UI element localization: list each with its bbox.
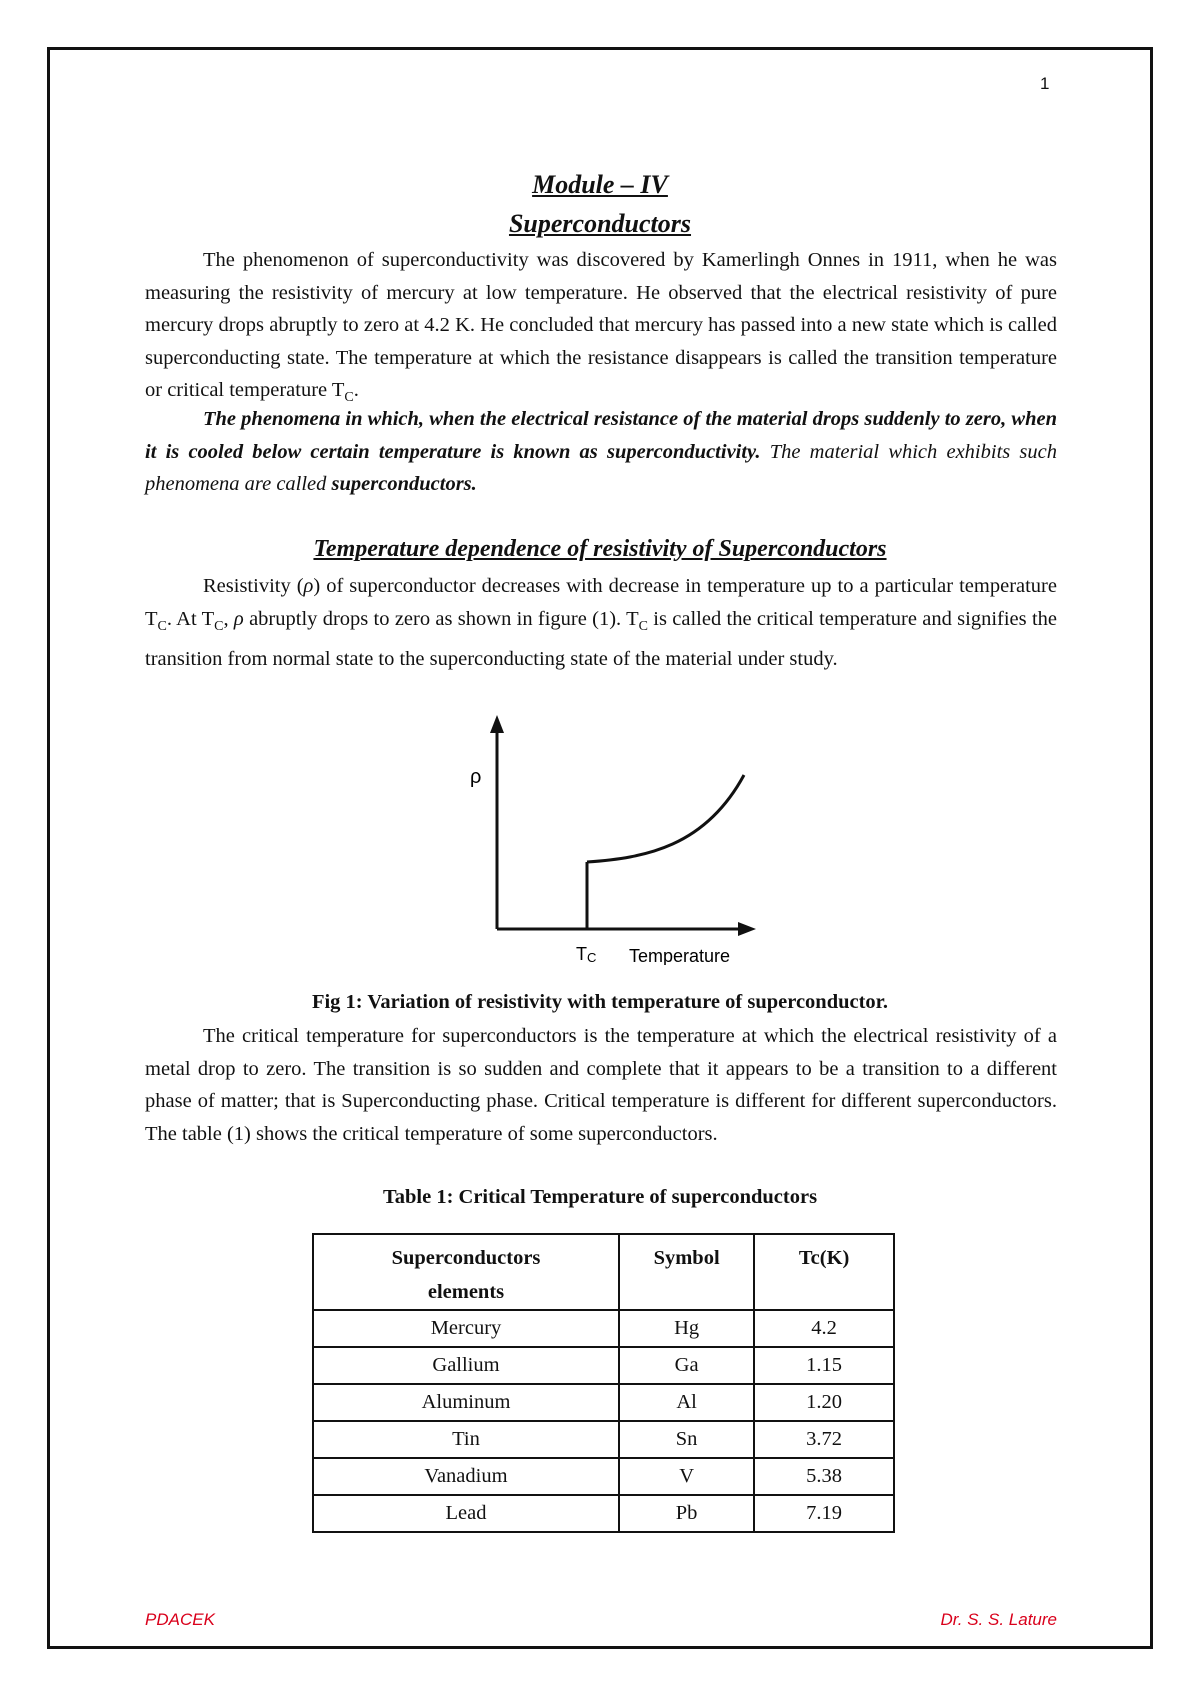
table-row bbox=[313, 1458, 894, 1495]
topic-title: Superconductors bbox=[508, 209, 692, 238]
table-header-row bbox=[313, 1234, 894, 1310]
table-cell: Aluminum bbox=[313, 1384, 619, 1421]
table-cell: Vanadium bbox=[313, 1458, 619, 1495]
table-cell: Tin bbox=[313, 1421, 619, 1458]
table-cell: 1.15 bbox=[754, 1347, 894, 1384]
table-row bbox=[313, 1310, 894, 1347]
table-cell: 4.2 bbox=[754, 1310, 894, 1347]
table-cell: 5.38 bbox=[754, 1458, 894, 1495]
header-symbol: Symbol bbox=[619, 1234, 754, 1310]
header-elements: Superconductors elements bbox=[313, 1234, 619, 1310]
x-axis-arrow bbox=[738, 922, 756, 936]
definition-bold: The phenomena in which, when the electrical resistance of the material drops suddenly to zero, when it is cooled below certain temperature is known as superconductivity. bbox=[145, 408, 1057, 463]
table-cell: Gallium bbox=[313, 1347, 619, 1384]
table-cell: Pb bbox=[619, 1495, 754, 1532]
resistivity-curve bbox=[587, 775, 744, 862]
footer-institution: PDACEK bbox=[145, 1610, 215, 1629]
definition-term: superconductors. bbox=[331, 473, 477, 495]
intro-paragraph: The phenomenon of superconductivity was discovered by Kamerlingh Onnes in 1911, when he was measuring the resistivity of mercury at low temperature. He observed that the electrical resistivity of pure mercury drops abruptly to zero at 4.2 K. He concluded that mercury has passed into a new state which is called superconducting state. The temperature at which the resistance disappears is called the transition temperature or critical temperature $T_C$. bbox=[145, 249, 1057, 406]
critical-temperature-paragraph: The critical temperature for superconductors is the temperature at which the electrical resistivity of a metal drop to zero. The transition is so sudden and complete that it appears to be a transition to a different phase of matter; that is Superconducting phase. Critical temperature is different for different superconductors. The table (1) shows the critical temperature of some superconductors. bbox=[145, 1025, 1057, 1145]
figure-caption: Fig 1: Variation of resistivity with temperature of superconductor. bbox=[311, 991, 889, 1013]
table-cell: Hg bbox=[619, 1310, 754, 1347]
table-row bbox=[313, 1347, 894, 1384]
table-cell: Al bbox=[619, 1384, 754, 1421]
y-axis-label: ρ bbox=[470, 766, 482, 788]
table-cell: V bbox=[619, 1458, 754, 1495]
header-tc: Tc(K) bbox=[754, 1234, 894, 1310]
table-cell: Lead bbox=[313, 1495, 619, 1532]
table-cell: Ga bbox=[619, 1347, 754, 1384]
module-title: Module – IV bbox=[532, 170, 668, 199]
table-row bbox=[313, 1495, 894, 1532]
table-row bbox=[313, 1421, 894, 1458]
tc-subscript: C bbox=[344, 390, 354, 406]
table-cell: 7.19 bbox=[754, 1495, 894, 1532]
table-cell: Sn bbox=[619, 1421, 754, 1458]
table-cell: 3.72 bbox=[754, 1421, 894, 1458]
section-paragraph: Resistivity (ρ) of superconductor decreases with decrease in temperature up to a particular temperature $T_C$. At $T_C$, ρ abruptly drops to zero as shown in figure (1). $T_C$ is called the critical temperature and signifies the transition from normal state to the superconducting state of the material under study. bbox=[145, 575, 1057, 671]
x-axis-label: Temperature bbox=[629, 946, 731, 965]
definition-paragraph: The phenomena in which, when the electrical resistance of the material drops suddenly to zero, when it is cooled below certain temperature is known as superconductivity. The material which exhibits such phenomena are called superconductors. bbox=[145, 408, 1058, 495]
footer-author: Dr. S. S. Lature bbox=[940, 1610, 1057, 1629]
page-number: 1 bbox=[1040, 74, 1050, 93]
table-cell: 1.20 bbox=[754, 1384, 894, 1421]
resistivity-figure bbox=[460, 715, 760, 965]
y-axis-arrow bbox=[490, 715, 504, 733]
table-cell: Mercury bbox=[313, 1310, 619, 1347]
table-row bbox=[313, 1384, 894, 1421]
critical-temperature-table bbox=[312, 1233, 895, 1533]
table-caption: Table 1: Critical Temperature of superconductors bbox=[382, 1186, 818, 1208]
tc-label: TC bbox=[576, 944, 597, 965]
section-title: Temperature dependence of resistivity of Superconductors bbox=[313, 536, 887, 562]
